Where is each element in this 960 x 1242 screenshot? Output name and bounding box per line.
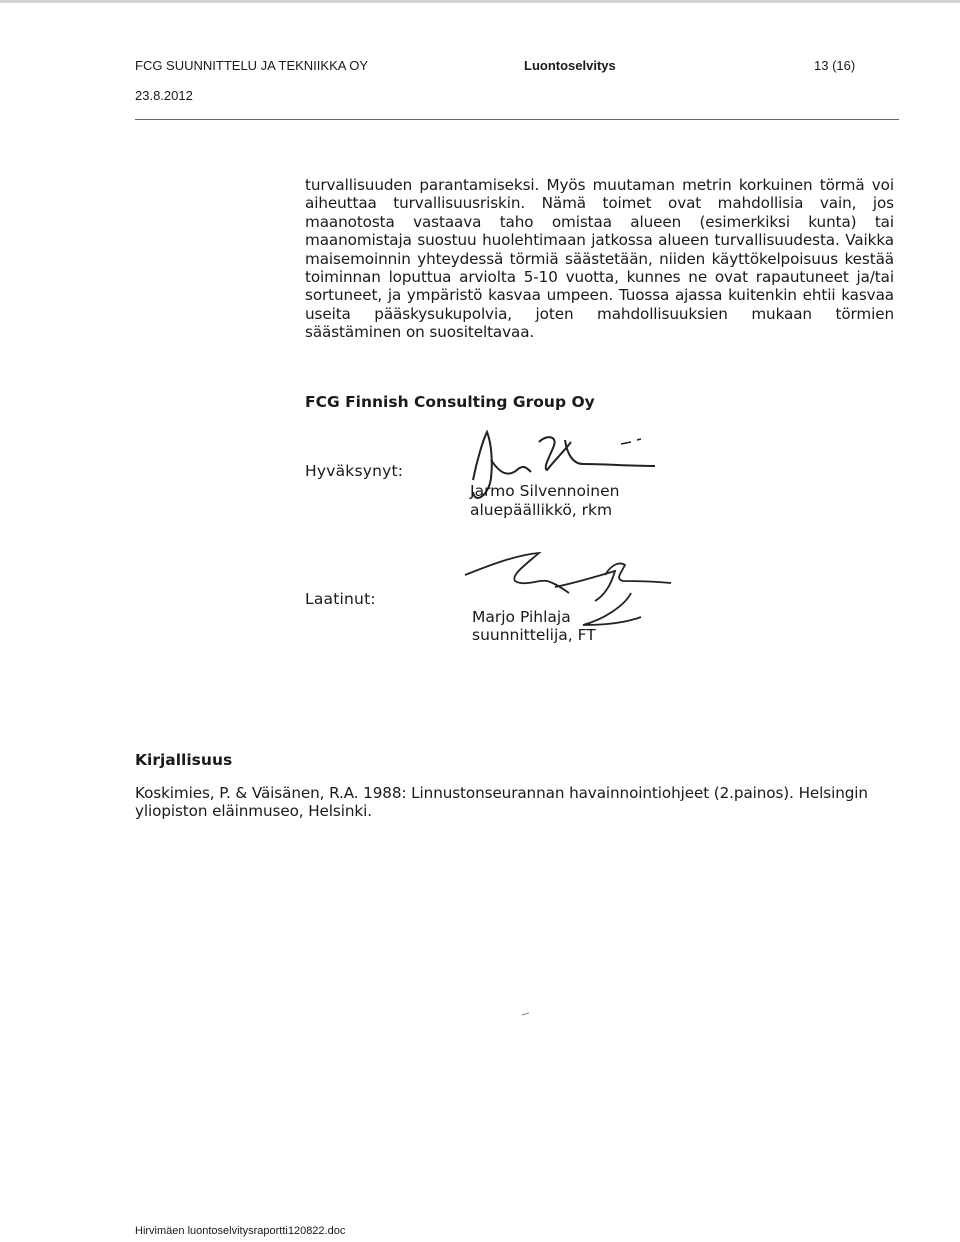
approver-name: Jarmo Silvennoinen (470, 482, 620, 500)
literature-entry: Koskimies, P. & Väisänen, R.A. 1988: Linnustonseurannan havainnointiohjeet (2.painos). Helsingin yliopiston eläinmuseo, Helsinki. (135, 784, 868, 821)
preparer-name: Marjo Pihlaja (472, 608, 571, 626)
approver-title: aluepäällikkö, rkm (470, 501, 613, 519)
preparer-title: suunnittelija, FT (472, 626, 596, 644)
header-divider (135, 119, 899, 120)
signature-company: FCG Finnish Consulting Group Oy (305, 393, 595, 411)
body-paragraph: turvallisuuden parantamiseksi. Myös muutaman metrin korkuinen törmä voi aiheuttaa turvallisuusriskin. Nämä toimet ovat mahdollisia vain, jos maanotosta vastaava taho omistaa alueen (esimerkiksi kunta) tai maanomistaja suostuu huolehtimaan jatkossa alueen turvallisuudesta. Vaikka maisemoinnin yhteydessä törmiä säästetään, niiden käyttökelpoisuus kestää toiminnan loputtua arviolta 5-10 vuotta, kunnes ne ovat rapautuneet ja/tai sortuneet, ja ympäristö kasvaa umpeen. Tuossa ajassa kuitenkin ehtii kasvaa useita pääskysukupolvia, joten mahdollisuuksien mukaan törmien säästäminen on suositeltavaa. (305, 176, 894, 342)
top-edge-line (0, 0, 960, 3)
prepared-label: Laatinut: (305, 590, 376, 608)
header-document-title: Luontoselvitys (524, 58, 616, 73)
scan-speck (520, 1010, 532, 1018)
footer-filename: Hirvimäen luontoselvitysraportti120822.doc (135, 1225, 346, 1237)
header-date: 23.8.2012 (135, 88, 193, 103)
approved-label: Hyväksynyt: (305, 462, 404, 480)
header-page-number: 13 (16) (814, 58, 856, 73)
header-company: FCG SUUNNITTELU JA TEKNIIKKA OY (135, 58, 369, 73)
literature-heading: Kirjallisuus (135, 751, 233, 769)
